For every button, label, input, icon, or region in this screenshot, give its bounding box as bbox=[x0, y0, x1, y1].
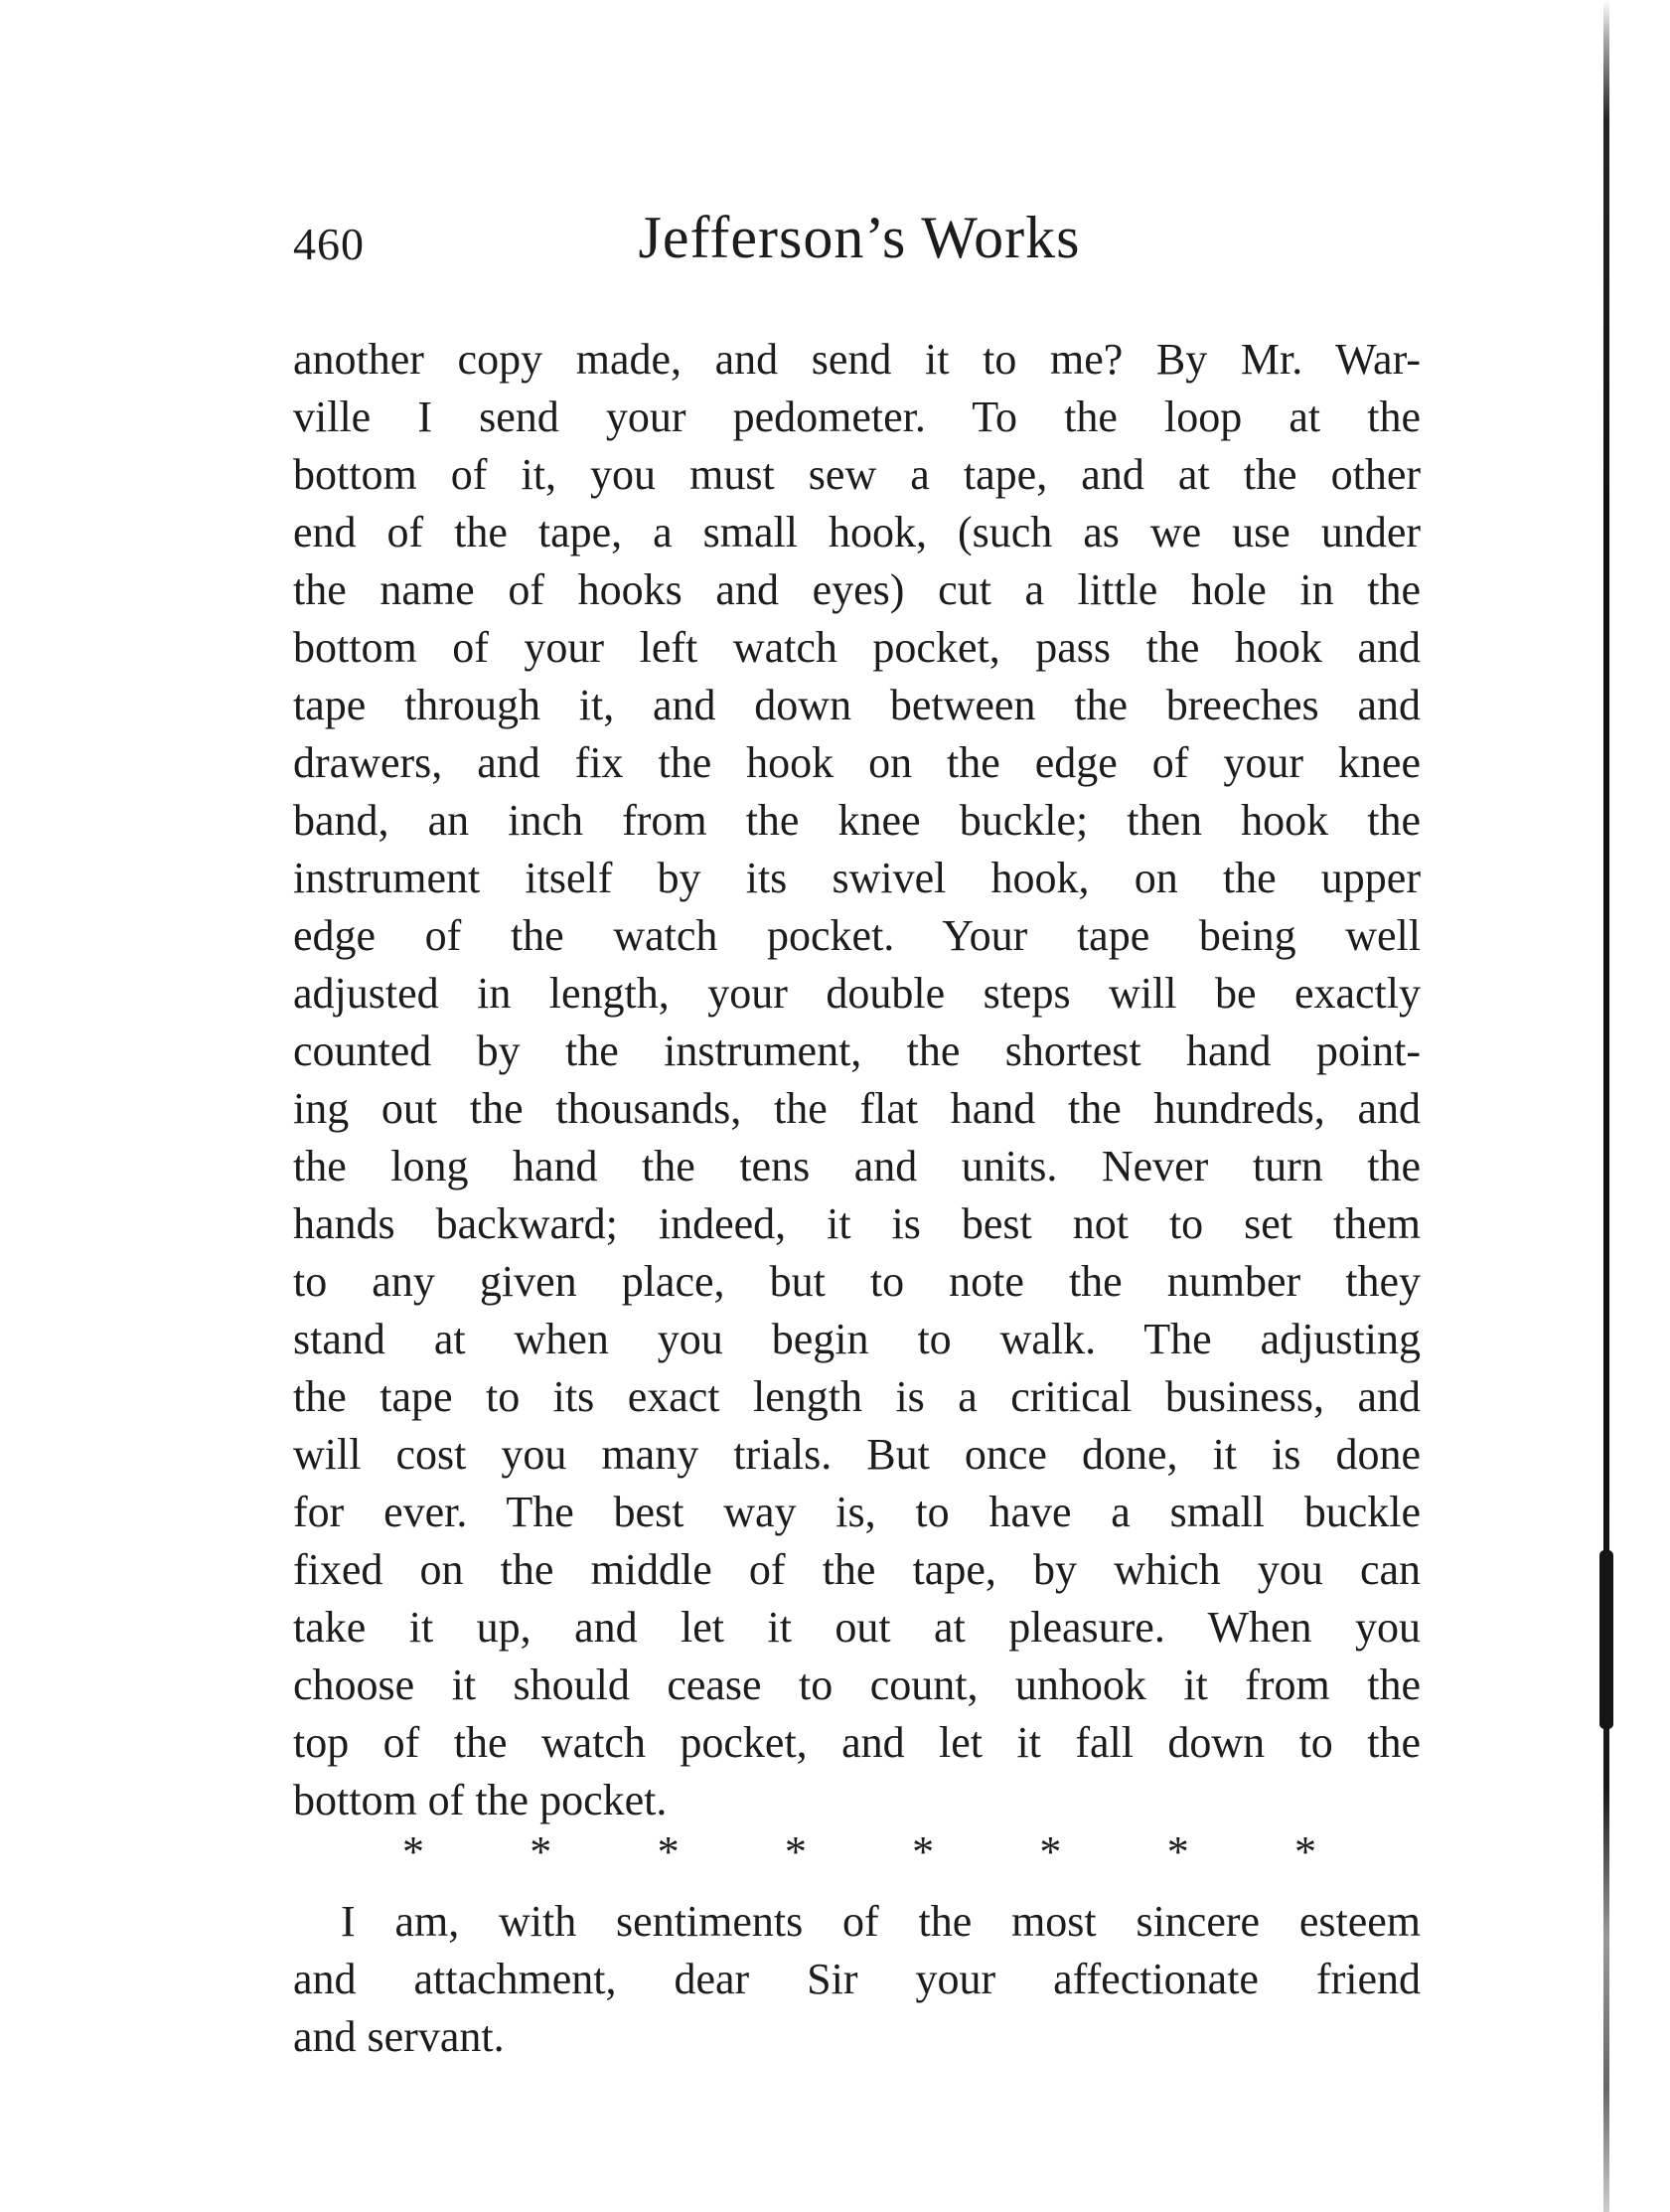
scan-edge-shadow bbox=[1603, 0, 1609, 2212]
running-head bbox=[293, 204, 1426, 283]
text-line: end of the tape, a small hook, (such as we use under bbox=[293, 508, 1421, 556]
text-line: ing out the thousands, the flat hand the hundreds, and bbox=[293, 1084, 1421, 1133]
asterisk: * bbox=[1293, 1827, 1316, 1876]
running-title: Jefferson’s Works bbox=[638, 205, 1081, 270]
text-line: instrument itself by its swivel hook, on the upper bbox=[293, 854, 1421, 902]
text-line: drawers, and fix the hook on the edge of your knee bbox=[293, 738, 1421, 787]
text-line: fixed on the middle of the tape, by which you can bbox=[293, 1545, 1421, 1594]
asterisk: * bbox=[1039, 1827, 1062, 1876]
text-line: top of the watch pocket, and let it fall down to the bbox=[293, 1718, 1421, 1767]
asterisk: * bbox=[657, 1827, 680, 1876]
asterisk: * bbox=[912, 1827, 935, 1876]
text-line: stand at when you begin to walk. The adjusting bbox=[293, 1315, 1421, 1363]
asterisk: * bbox=[784, 1827, 807, 1876]
text-line: bottom of it, you must sew a tape, and at the other bbox=[293, 450, 1421, 499]
closing-line: and servant. bbox=[293, 2012, 505, 2061]
text-line: edge of the watch pocket. Your tape being well bbox=[293, 911, 1421, 960]
asterisk-separator bbox=[402, 1823, 1316, 1881]
closing-paragraph bbox=[293, 1893, 1421, 2066]
scan-edge-blot bbox=[1599, 1550, 1613, 1729]
text-line: tape through it, and down between the breeches and bbox=[293, 681, 1421, 729]
text-line: the tape to its exact length is a critical business, and bbox=[293, 1372, 1421, 1421]
text-line: another copy made, and send it to me? By Mr. War- bbox=[293, 335, 1421, 384]
text-line: counted by the instrument, the shortest hand point- bbox=[293, 1027, 1421, 1075]
body-text bbox=[293, 331, 1421, 1829]
text-line: will cost you many trials. But once done, it is done bbox=[293, 1430, 1421, 1479]
text-line: hands backward; indeed, it is best not to set them bbox=[293, 1199, 1421, 1248]
closing-line: and attachment, dear Sir your affectionate friend bbox=[293, 1955, 1421, 2003]
closing-line: I am, with sentiments of the most sincere esteem bbox=[341, 1897, 1421, 1946]
text-line: for ever. The best way is, to have a small buckle bbox=[293, 1488, 1421, 1536]
text-line: band, an inch from the knee buckle; then hook the bbox=[293, 796, 1421, 845]
text-line: ville I send your pedometer. To the loop at the bbox=[293, 393, 1421, 441]
text-line: bottom of your left watch pocket, pass the hook and bbox=[293, 623, 1421, 672]
text-line: the name of hooks and eyes) cut a little hole in the bbox=[293, 565, 1421, 614]
text-line: adjusted in length, your double steps will be exactly bbox=[293, 969, 1421, 1018]
asterisk: * bbox=[1166, 1827, 1189, 1876]
page-number: 460 bbox=[293, 219, 365, 269]
asterisk: * bbox=[402, 1827, 424, 1876]
asterisk: * bbox=[530, 1827, 552, 1876]
text-line: bottom of the pocket. bbox=[293, 1776, 668, 1824]
text-line: to any given place, but to note the number they bbox=[293, 1257, 1421, 1306]
text-line: choose it should cease to count, unhook it from the bbox=[293, 1660, 1421, 1709]
text-line: take it up, and let it out at pleasure. When you bbox=[293, 1603, 1421, 1652]
text-line: the long hand the tens and units. Never turn the bbox=[293, 1142, 1421, 1190]
